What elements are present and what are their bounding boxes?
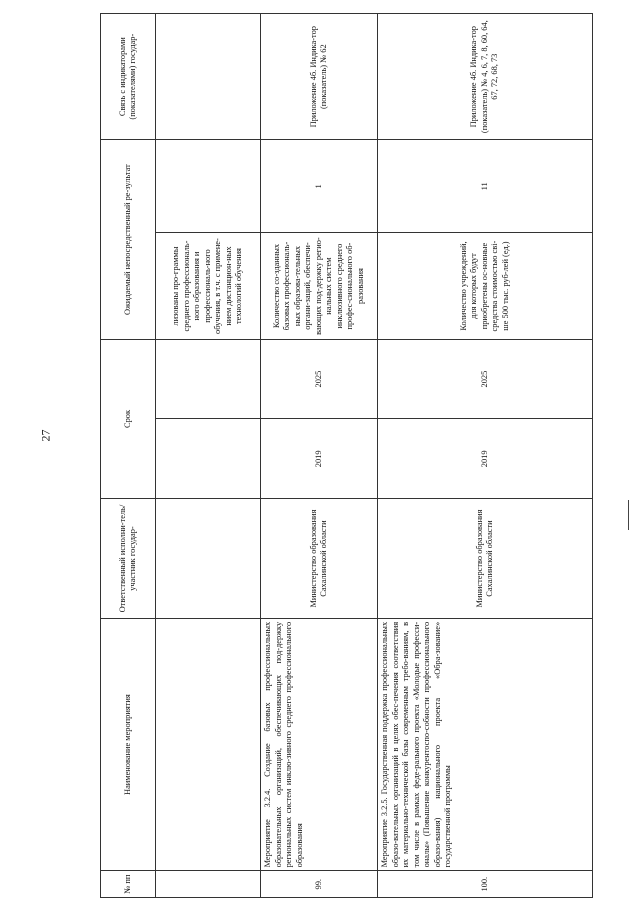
table-header-row xyxy=(101,14,156,898)
header-name: Наименование мероприятия xyxy=(101,618,156,871)
cell-num: 99. xyxy=(261,871,378,898)
cell-end xyxy=(156,339,261,419)
cell-responsible xyxy=(156,499,261,619)
cell-start: 2019 xyxy=(378,419,593,499)
cell-end: 2025 xyxy=(378,339,593,419)
header-num: № пп xyxy=(101,871,156,898)
table-row xyxy=(261,14,378,898)
cell-num xyxy=(156,871,261,898)
cell-result-desc: лизованы про-граммы среднего профессиональ-ного образования и профессиональ-ного обучения, в т.ч. с примене-нием дистанцион-ных технологий обучения xyxy=(156,233,261,339)
cell-name: Мероприятие 3.2.5. Государственная поддержка профессиональных образо-вательных организаций в целях обес-печения соответствия их материально-технической базы современным требо-ваниям, в том числе в рамках феде-рального проекта «Молодые професси-оналы» (Повышение конкурентоспо-собности профессионального образо-вания) национального проекта «Обра-зование» государственной программы xyxy=(378,618,593,871)
scan-edge-line xyxy=(628,500,629,530)
table-row xyxy=(156,14,261,898)
cell-name xyxy=(156,618,261,871)
header-link: Связь с индикаторами (показателями) государ- xyxy=(101,14,156,140)
cell-end: 2025 xyxy=(261,339,378,419)
cell-result-value: 11 xyxy=(378,140,593,233)
cell-result-desc: Количество учреждений, для которых будут приобретены ос-новные средства стоимостью сві-ше 500 тыс. руб-лей (ед.) xyxy=(378,233,593,339)
cell-start: 2019 xyxy=(261,419,378,499)
cell-link xyxy=(156,14,261,140)
header-result: Ожидаемый непосредственный ре-зультат xyxy=(101,140,156,339)
cell-result-value: 1 xyxy=(261,140,378,233)
cell-num: 100. xyxy=(378,871,593,898)
activities-table xyxy=(100,13,593,898)
cell-name: Мероприятие 3.2.4. Создание базовых профессиональных образовательных организаций, обеспечивающих под-держку региональных систем инклю-зивного среднего профессионального образования xyxy=(261,618,378,871)
cell-result-desc: Количество со-зданных базовых профессиональ-ных образова-тельных органи-заций, обеспечи-вающих под-держку регио-нальных систем инклюзивного среднего профес-сионального об-разования xyxy=(261,233,378,339)
rotated-table-sheet xyxy=(100,13,620,898)
cell-link: Приложение 4б. Индика-тор (показатель) № 62 xyxy=(261,14,378,140)
header-term: Срок xyxy=(101,339,156,499)
table-row xyxy=(378,14,593,898)
cell-result-value xyxy=(156,140,261,233)
cell-link: Приложение 4б. Индика-тор (показатель) № 4, 6, 7, 8, 60, 64, 67, 72, 68, 73 xyxy=(378,14,593,140)
cell-responsible: Министерство образования Сахалинской области xyxy=(378,499,593,619)
cell-start xyxy=(156,419,261,499)
page-number: 27 xyxy=(38,429,53,442)
header-responsible: Ответственный исполни-тель/участник государ- xyxy=(101,499,156,619)
cell-responsible: Министерство образования Сахалинской области xyxy=(261,499,378,619)
